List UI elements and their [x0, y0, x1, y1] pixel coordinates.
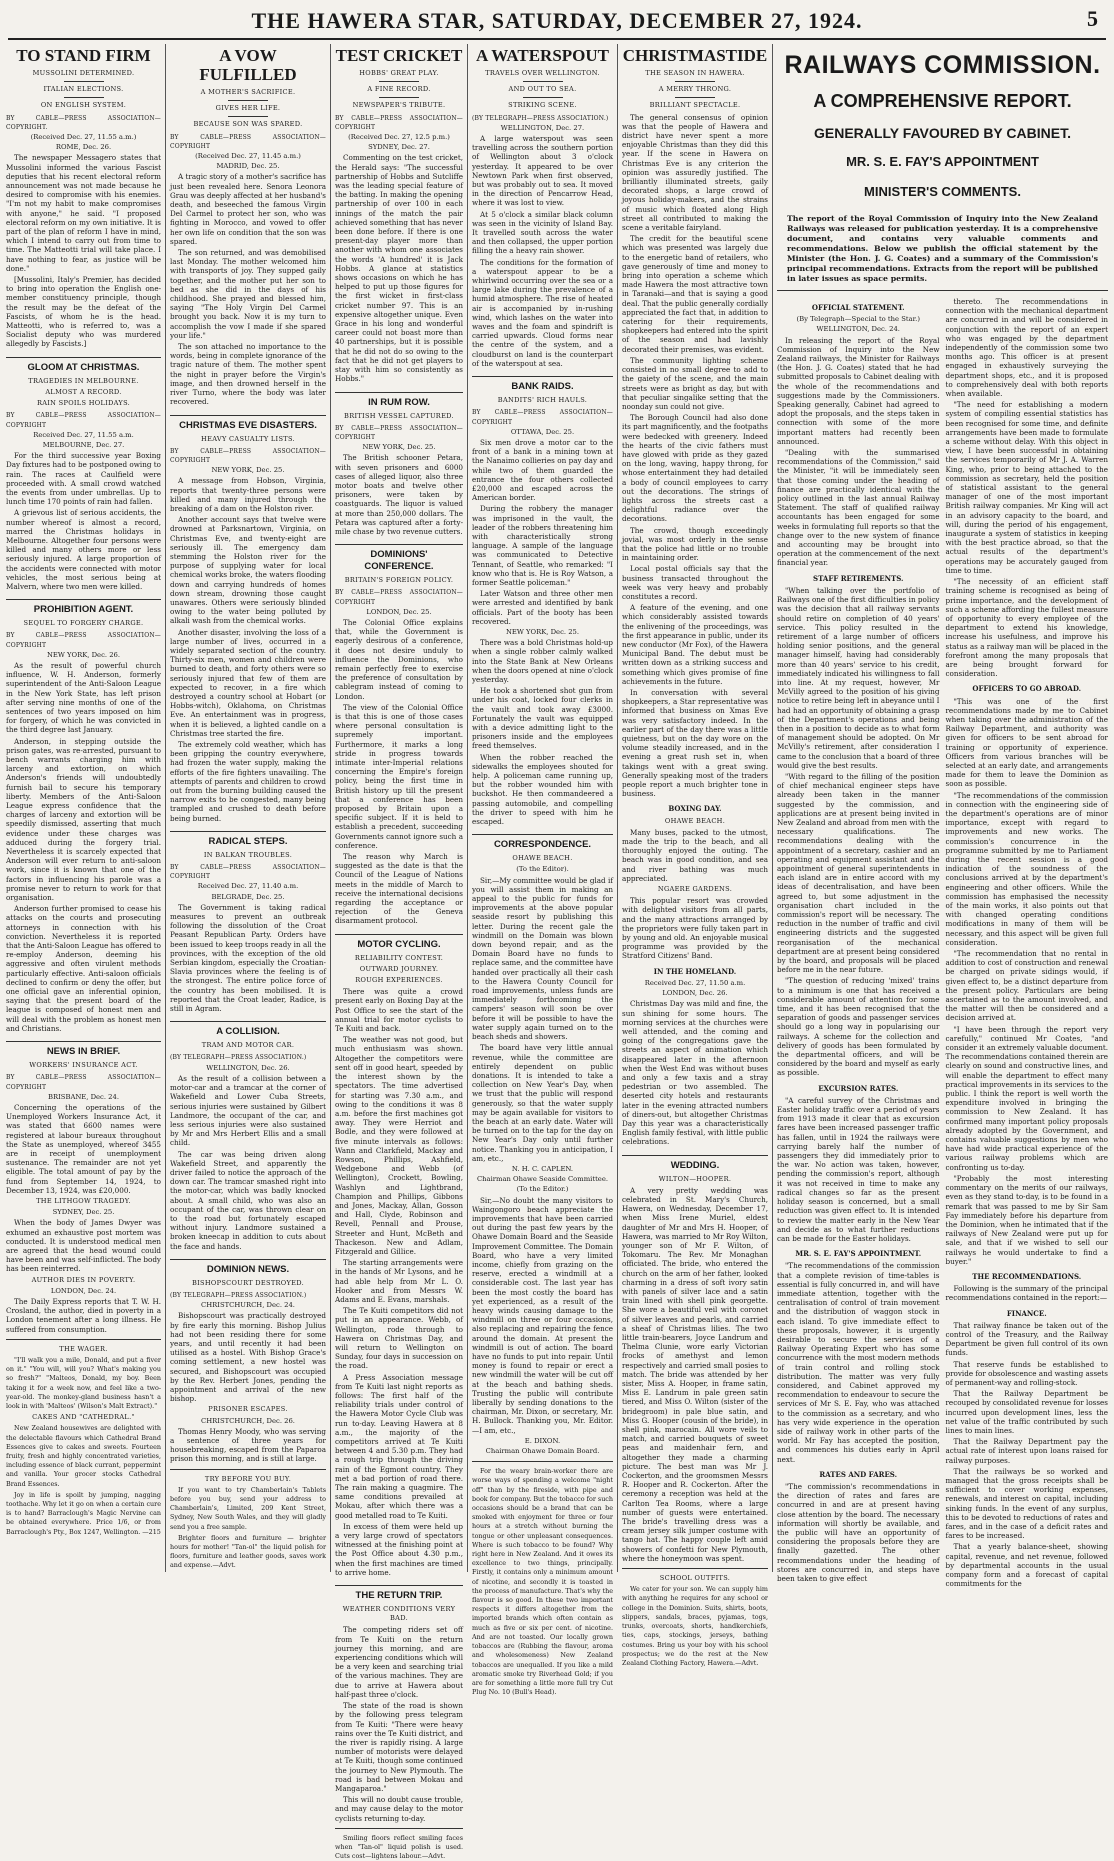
subheading: OUTWARD JOURNEY.	[359, 964, 439, 973]
headline-news-in-brief: NEWS IN BRIEF.	[6, 1041, 161, 1058]
letter-paragraph: Sir,—No doubt the many visitors to Waingongoro beach appreciate the improvements that have been carried out during the past few years by the Ohawe Domain Board and the Seaside Improvement Committee. The Domain Board, who have a very limited income, chiefly from grazing on the reserve, erected a windmill at a considerable cost. The last year has been the most costly the board has yet experienced, as a result of the heavy winds causing damage to the windmill on three or four occasions, also replacing and repairing the fence around the domain. At present the windmill is out of action. The board have no funds to put into repair. Until money is found to repair or erect a new windmill the water will be cut off at the beach and bathing sheds. Trusting the public will contribute liberally by sending donations to the chairman, Mr. Dixon, or secretary, Mr. H. Bullock. Thanking you, Mr. Editor.—I am, etc.,	[472, 1195, 613, 1435]
article-paragraph: Thomas Henry Moody, who was serving a sentence of three years for housebreaking, escaped from the Paparoa prison this morning, and is still at large.	[170, 1426, 326, 1464]
subheading: BRITAIN'S FOREIGN POLICY.	[344, 576, 454, 585]
article-paragraph: As the result of powerful church influence, W. H. Anderson, formerly superintendent of the Anti-Saloon League in the New York State, has left prison after serving nine months of one of the sentences of two years imposed on him for forgery, of which he was convicted in the third degree last January.	[6, 660, 161, 735]
article-paragraph: "The necessity of an efficient staff training scheme is recognised as being of prime importance, and the development of such a scheme affording the fullest measure of opportunity to every employee of the department to extend his knowledge, increase his usefulness, and improve his status as a railway man will be placed in the forefront among the many proposals that are being brought forward for consideration.	[945, 577, 1108, 679]
ad-heading: TRY BEFORE YOU BUY.	[204, 1474, 292, 1483]
article-paragraph: The community lighting scheme consisted in no small degree to add to the gaiety of the scene, and the main streets were as bright as day, but with that peculiar singalike setting that the noonday sun could not give.	[622, 355, 768, 411]
cable-credit: BY CABLE—PRESS ASSOCIATION—COPYRIGHT	[6, 1074, 161, 1091]
cable-credit: BY CABLE—PRESS ASSOCIATION—COPYRIGHT	[6, 632, 161, 649]
article-paragraph: Following is the summary of the principal recommendations contained in the report:—	[945, 1284, 1108, 1303]
article-paragraph: "When talking over the portfolio of Railways one of the first difficulties in policy was the decision that all railway servants should retire on completion of 40 years' service. This policy resulted in the retirement of a large number of officers holding senior positions, and the general manager himself, having had considerably more than 40 years' service to his credit, immediately indicated his willingness to fall into line. At my request, however, Mr McVilly agreed to the position of his giving notice to retire being left in abeyance until I had had an opportunity of obtaining a grasp of the Department's operations and being then in a position to decide as to what form of management should be adopted. On Mr McVilly's retirement, after consideration I came to the conclusion that a board of three would give the best results.	[777, 585, 940, 770]
article-paragraph: A grievous list of serious accidents, the number whereof is almost a record, marred the Christmas holidays in Melbourne. Altogether four persons were killed and many others more or less seriously injured. A large proportion of the accidents were connected with motor vehicles, the most serious being at Malvern, where two men were killed.	[6, 508, 161, 591]
article-paragraph: The weather was not good, but much enthusiasm was shown. Altogether the competitors were sent off in good heart, speeded by the interest shown by the spectators. The time advertised for starting was 7.30 a.m., and owing to the conditions it was 8 a.m. before the first machines got away. They were Herriot and Bodle, and they were followed at five minute intervals as follows: Wann and Clarkfield, Mackay and Rowson, Phillips, Ashfield, Wedgebone and Webb (of Wellington), Crockett, Bowling, Washlyn and Lightbrand, Champion and Phillips, Gibbons and Jones, Mackay, Allan, Gosson and Hall, Clyde, Robinson and Revell, Pennall and Prouse, Streeter and Hunt, McBeth and Thackeson. New and Adlam, Fitzgerald and Gillice.	[335, 1035, 463, 1256]
subheading: AND OUT TO SEA.	[508, 85, 577, 94]
subheading: OHAWE BEACH.	[512, 854, 573, 863]
masthead-title: THE HAWERA STAR, SATURDAY, DECEMBER 27, 1924.	[251, 8, 863, 33]
received-line: Received Dec. 27, 11.40 a.m.	[197, 882, 299, 891]
ad-heading: CAKES AND "CATHEDRAL."	[32, 1413, 135, 1422]
subheading: THE LITHGOW TRAGEDY.	[36, 1196, 131, 1205]
subheading: ON ENGLISH SYSTEM.	[40, 101, 127, 110]
headline-gloom-at-christmas: GLOOM AT CHRISTMAS.	[6, 357, 161, 374]
article-paragraph: There was quite a crowd present early on Boxing Day at the Post Office to see the start of the annual trial for motor cyclists to Te Kuiti and back.	[335, 987, 463, 1034]
dateline: LONDON, Dec. 26.	[662, 989, 728, 998]
body-right	[946, 297, 1109, 1590]
article-paragraph: The Daily Express reports that T. W. H. Crosland, the author, died in poverty in a London tenement after a long illness. He suffered from consumption.	[6, 1296, 161, 1334]
received-line: (Received Dec. 27, 11.45 a.m.)	[195, 152, 301, 161]
subheading: AUTHOR DIES IN POVERTY.	[31, 1275, 136, 1284]
dateline: WELLINGTON, Dec. 27.	[500, 123, 585, 132]
subheading: GIVES HER LIFE.	[215, 104, 281, 113]
subheading: STRIKING SCENE.	[508, 101, 577, 110]
subheadline: MINISTER'S COMMENTS.	[864, 184, 1021, 199]
article-paragraph: In conversation with several shopkeepers, a Star representative was informed that business on Xmas Eve was very satisfactory indeed. In the earlier part of the day there was a little quietness, but on the day wore on the volume steadily increased, and in the evening a great rush set in, when takings went with a great swing. Generally speaking most of the traders people report a much brighter tone in business.	[622, 688, 768, 799]
article-paragraph: "Dealing with the summarised recommendations of the Commission," said the Minister, "it will be immediately seen that those coming under the heading of finance are practically identical with the policy outlined in the last annual Railway Statement. The staff of qualified railway accountants has been engaged for some weeks in formulating full reports so that the change over to the new system of finance and accounting may be brought into operation at the commencement of the next financial year.	[777, 448, 940, 568]
subheading: HEAVY CASUALTY LISTS.	[201, 434, 295, 443]
divider	[379, 97, 419, 98]
article-paragraph: He took a shortened shot gun from under his coat, locked four clerks in the vault and took away £3000. Fortunately the vault was equipped with a device admitting light to the prisoners inside and the employees freed themselves.	[472, 686, 613, 751]
section-heading: OFFICIAL STATEMENT.	[811, 303, 905, 312]
divider	[228, 116, 268, 117]
letter-address: (To the Editor.)	[516, 1185, 569, 1194]
article-paragraph: Many buses, packed to the utmost, made the trip to the beach, and all thoroughly enjoyed the outing. The beach was in good condition, and sea and river bathing was much appreciated.	[622, 827, 768, 883]
subheading: NEWSPAPER'S TRIBUTE.	[352, 101, 446, 110]
advertisement: "I'll walk you a mile, Donald, and put a fiver on it." "You will, will you? What's making you so fresh?" "Malteos, Donald, my boy. Been taking it for a week now, and feel like a two-year-old. The monkey-gland business hasn't a look in with 'Malteos' (Wilson's Malt Extract)."	[6, 1355, 161, 1410]
headline-in-rum-row: IN RUM ROW.	[335, 392, 463, 409]
article-paragraph: The view of the Colonial Office is that this is one of those cases where personal consultation is supremely important. Furthermore, it marks a long stride in progress towards intimate inter-Imperial relations concerning the Empire's foreign policy, being the first time in British history up till the present that a conference has been proposed by Britain upon a specific subject. If it is held to establish a precedent, succeeding Governments cannot ignore such a conference.	[335, 702, 463, 850]
article-paragraph: A feature of the evening, and one which considerably assisted towards the enlivening of the proceedings, was the first appearance in public, under its new conductor (Mr Fox), of the Hawera Municipal Band. The debut must be written down as a striking success and something which gives promise of fine achievements in the future.	[622, 603, 768, 686]
letter-signature-title: Chairman Ohawe Seaside Committee.	[476, 1175, 609, 1184]
subheading: BISHOPSCOURT DESTROYED.	[191, 1278, 305, 1287]
subheading: BRITISH VESSEL CAPTURED.	[344, 411, 454, 420]
letter-address: (To the Editor).	[516, 865, 569, 874]
column-1	[2, 44, 166, 1572]
telegraph-credit: (BY TELEGRAPH—PRESS ASSOCIATION.)	[472, 114, 609, 122]
subheading: SEQUEL TO FORGERY CHARGE.	[23, 619, 144, 628]
column-4	[468, 44, 618, 1697]
article-paragraph: "The recommendations of the commission in connection with the engineering side of the department's operations are of minor importance, except with regard to improvements and new works. The commission's concurrence in the programme submitted by me to Parliament during the recent session is a good indication of the soundness of the conclusions arrived at by the department's engineering and other officers. While the commission has emphasised the necessity of the main works, it also points out that with changed operating conditions modifications in many of them will be necessary, and this aspect will be given full consideration.	[945, 790, 1108, 947]
advertisement: Smiling floors reflect smiling faces when "Tan-ol" liquid polish is used. Cuts cost—lightens labour.—Advt.	[335, 1833, 463, 1861]
letter-signature: E. DIXON.	[524, 1436, 561, 1445]
article-paragraph: Christmas Day was mild and fine, the sun shining for some hours. The morning services at the churches were well attended, and the coming and going of the congregations gave the streets an aspect of animation which disappeared later in the afternoon when the West End was without buses and only a few taxis and a stray pedestrian or two assembled. The deserted city hotels and restaurants later in the evening attracted numbers of diners-out, but altogether Christmas Day this year was a characteristically English family festival, with little public celebrations.	[622, 999, 768, 1147]
article-paragraph: In releasing the report of the Royal Commission of Inquiry into the New Zealand railways, the Minister for Railways (the Hon. J. G. Coates) stated that he had submitted proposals to Cabinet dealing with the whole of the recommendations and suggestions made by the Commissioners. Speaking generally, Cabinet had agreed to adopt the proposals, and the steps taken in connection with some of the more important matters had recently been announced.	[777, 335, 940, 446]
subheading: TRAGEDIES IN MELBOURNE.	[28, 376, 139, 385]
article-paragraph: "A careful survey of the Christmas and Easter holiday traffic over a period of years from 1913 made it clear that as excursion fares have been increased passenger traffic has fallen, until in 1924 the railways were carrying barely half the number of passengers they did immediately prior to the war. No action was taken, however, pending the commission's report, although it was not received in time to make any radical changes so far as the present holiday season is concerned, but a small reduction was given effect to. It is intended to review the matter early in the New Year and decide as to what further reductions can be made for the Easter holidays.	[777, 1095, 940, 1243]
divider	[675, 81, 715, 82]
subheading: HOBBS' GREAT PLAY.	[359, 69, 439, 77]
article-paragraph: "The need for establishing a modern system of compiling essential statistics has been recognised for some time, and definite arrangements have been made to formulate a scheme without delay. With this object in view, I have been successful in obtaining the services temporarily of Mr J. A. Warren King, who, prior to being attached to the commission as secretary, held the position of statistical assistant to the general manager of one of the most important British railway companies. Mr King will act in an advisory capacity to the board, and will, during the period of his engagement, inaugurate a system of statistics in keeping with the best practice abroad, so that the actual results of the department's operations may be accurately gauged from time to time.	[945, 400, 1108, 575]
article-paragraph: At 5 o'clock a similar black column was seen in the vicinity of Island Bay. It travelled south across the water and then collapsed, the upper portion filling the a heavy rain shower.	[472, 209, 613, 256]
section-heading: FINANCE.	[1006, 1308, 1047, 1318]
subheading: TRAVELS OVER WELLINGTON.	[485, 69, 600, 77]
subheadline: GENERALLY FAVOURED BY CABINET.	[814, 125, 1071, 141]
headline-prohibition-agent: PROHIBITION AGENT.	[6, 599, 161, 616]
divider	[472, 1461, 613, 1462]
subheading: WILTON—HOOPER.	[658, 1174, 732, 1183]
article-paragraph: The British schooner Petara, with seven prisoners and 6000 cases of alleged liquor, also three motor boats and twelve other prisoners, were taken by coastguards. The liquor is valued at more than 250,000 dollars. The Petara was captured after a forty-mile chase by two revenue cutters.	[335, 453, 463, 536]
cable-credit: BY CABLE—PRESS ASSOCIATION—COPYRIGHT	[335, 424, 463, 441]
article-paragraph: "The commission's recommendations in the direction of rates and fares are concurred in and are at present having close attention by the board. The necessary information will shortly be available, and the public will have an opportunity of considering the proposals before they are finally gazetted. The other recommendations under the heading of stores are concurred in, and steps have been taken to give effect	[777, 1481, 940, 1584]
headline-radical-steps: RADICAL STEPS.	[170, 831, 326, 848]
section-in-the-homeland: IN THE HOMELAND.	[653, 966, 737, 976]
article-paragraph: Bishopscourt was practically destroyed by fire early this morning. Bishop Julius had not been residing there for some years, and until recently it had been utilised as a hostel. With Bishop Grace's coming settlement, a new hostel was secured, and Bishopscourt was occupied by the Rev. Herbert Jones, pending the appointment and arrival of the new bishop.	[170, 1311, 326, 1404]
dateline: MADRID, Dec. 25.	[216, 162, 280, 171]
dateline: NEW YORK, Dec. 25.	[362, 443, 436, 452]
subheading: WORKERS' INSURANCE ACT.	[29, 1061, 138, 1070]
advertisement: For the weary brain-worker there are worse ways of spending a welcome "night off" than by the fireside, with pipe and book for company. But the tobacco for such occasions should be a brand that can be smoked with enjoyment for three or four hours at a stretch without burning the tongue or other unpleasant consequences. Where is such tobacco to be found? Why right here in New Zealand. And it owes its excellence to two things, principally. Firstly, it contains only a minimum amount of nicotine, and secondly it is toasted in the process of manufacture. That's why the flavour is so good. In these two important respects it differs altogether from the imported brands which often contain as much as five or six per cent. of nicotine. And are not toasted. Our locally grown tobaccos are (Rubbing the flavour, aroma and wholesomeness) New Zealand tobaccos are unequalled. If you like a mild aromatic smoke try Riverhead Gold; if you are for something a little more full try Cut Plug No. 10 (Bull's Head).	[472, 1467, 613, 1697]
cable-credit: BY CABLE—PRESS ASSOCIATION—COPYRIGHT	[6, 412, 161, 429]
subheading: BANDITS' RICH HAULS.	[497, 396, 588, 405]
article-paragraph: The starting arrangements were in the hands of Mr Lysons, and he had able help from Mr L. O. Hooker and from Messrs W. Adams and E. Evans, marshals.	[335, 1258, 463, 1304]
article-paragraph: This will no doubt cause trouble, and may cause delay to the motor cyclists returning to-day.	[335, 1795, 463, 1823]
dateline: ROME, Dec. 26.	[55, 143, 112, 152]
article-paragraph: Anderson, in stepping outside the prison gates, was re-arrested, pursuant to bench warrants charging him with larceny and extortion, on which Anderson's friends will undoubtedly furnish bail to secure his temporary liberty. Members of the Anti-Saloon League express confidence that the charges of larceny and extortion will be speedily dismissed, asserting that much evidence under these charges was adduced during the forgery trial. Nevertheless it is scarcely expected that Anderson will ever return to anti-saloon work, since it is known that one of the factors in influencing his parole was a promise never to return to work for that organisation.	[6, 736, 161, 903]
section-heading: RATES AND FARES.	[819, 1469, 898, 1479]
article-paragraph: That railway finance be taken out of the control of the Treasury, and the Railway Department be given full control of its own funds.	[945, 1320, 1108, 1358]
column-6-railways-commission	[773, 44, 1112, 1589]
article-paragraph: A message from Hobson, Virginia, reports that twenty-three persons were killed and many injured through the breaking of a dam on the Holston river.	[170, 476, 326, 513]
advertisement: Joy in life is spoilt by jumping, nagging toothache. Why let it go on when a certain cure is to hand? Barraclough's Magic Nervine can be obtained everywhere. Price 1/6, or from Barraclough's Pty., Box 1247, Wellington. —215	[6, 1490, 161, 1536]
telegraph-credit: (BY TELEGRAPH—PRESS ASSOCIATION.)	[170, 1054, 307, 1062]
advertisement: If you want to try Chamberlain's Tablets before you buy, send your address to Chamberlain's, Limited, 209 Kent Street, Sydney, New South Wales, and they will gladly send you a free sample.	[170, 1485, 326, 1531]
subheading: THE SEASON IN HAWERA.	[645, 69, 745, 77]
article-paragraph: [Mussolini, Italy's Premier, has decided to bring into operation the English one-member constituency principle, though the result may be the defeat of the Fascists, of whom he is the head. Matteotti, who is referred to, was a Socialist deputy who was murdered allegedly by Fascists.]	[6, 275, 161, 349]
article-paragraph: The Te Kuiti competitors did not put in an appearance. Webb, of Wellington, rode through to Hawera on Christmas Day, and will return to Wellington on Sunday, four days in succession on the road.	[335, 1306, 463, 1371]
article-paragraph: That the railways be so worked and managed that the gross receipts shall be sufficient to cover working expenses, renewals, and interest on capital, including sinking funds. In the event of any surplus, this to be devoted to reductions of rates and fares, and in the case of a deficit rates and fares to be increased.	[945, 1466, 1108, 1541]
subheading: BRILLIANT SPECTACLE.	[649, 101, 741, 110]
headline-dominion-news: DOMINION NEWS.	[170, 1259, 326, 1276]
divider	[622, 1568, 768, 1569]
cable-credit: BY CABLE—PRESS ASSOCIATION—COPYRIGHT	[335, 589, 463, 606]
cable-credit: BY CABLE—PRESS ASSOCIATION—COPYRIGHT	[335, 114, 463, 131]
divider	[64, 81, 104, 82]
subheading: RAIN SPOILS HOLIDAYS.	[36, 399, 131, 408]
dateline: NEW YORK, Dec. 26.	[46, 650, 121, 659]
subheading: WEATHER CONDITIONS VERY BAD.	[342, 1605, 456, 1623]
subheading: TRAM AND MOTOR CAR.	[201, 1041, 295, 1050]
subheading: A MOTHER'S SACRIFICE.	[200, 88, 296, 96]
article-paragraph: "I have been through the report very carefully," continued Mr Coates, "and consider it an extremely valuable document. The recommendations contained therein are clearly on sound and constructive lines, and will enable the department to effect many practical improvements in its services to the public. I think the report is well worth the expenditure involved in bringing the commission to New Zealand. It has confirmed many important policy proposals already adopted by the Government, and contains valuable suggestions by men who have had wide practical experience of the various railway problems which are confronting us to-day.	[945, 1024, 1108, 1172]
dateline: CHRISTCHURCH, Dec. 24.	[201, 1301, 295, 1310]
subheading: ITALIAN ELECTIONS.	[43, 85, 124, 94]
divider	[6, 1339, 161, 1340]
subheadline: A COMPREHENSIVE REPORT.	[813, 91, 1072, 111]
headline-a-vow-fulfilled: A VOW FULFILLED	[199, 46, 297, 84]
headline-a-waterspout: A WATERSPOUT	[475, 46, 610, 65]
dateline: WELLINGTON, Dec. 26.	[206, 1063, 290, 1072]
dateline: BRISBANE, Dec. 24.	[48, 1092, 119, 1101]
telegraph-credit: (By Telegraph—Special to the Star.)	[796, 315, 920, 324]
dateline: NEW YORK, Dec. 25.	[505, 627, 580, 636]
article-paragraph: "This was one of the first recommendations made by me to Cabinet when taking over the administration of the Railway Department, and authority was given for officers to be sent abroad for training or opportunity of experience. Officers from various branches will be selected at an early date, and arrangements made for them to leave the Dominion as soon as possible.	[945, 696, 1108, 789]
cable-credit: BY CABLE—PRESS ASSOCIATION—COPYRIGHT.	[6, 114, 161, 131]
article-paragraph: "With regard to the filling of the position of chief mechanical engineer steps have already been taken in the manner suggested by the commission, and applications are at present being invited in New Zealand and abroad from men with the necessary qualifications. The recommendations dealing with the appointment of a secretary, cashier and an operating and equipment assistant and the appointment of general superintendents in each island are in entire accord with my ideas of decentralisation, and have been agreed to, but some adjustment in the organisation chart included in the commission's report will be necessary. The reduction in the number of traffic and civil engineering districts and the suggested reorganisation of the mechanical department are at present being considered by the board, and proposals will be placed before me in the near future.	[777, 771, 940, 975]
article-paragraph: The Borough Council had also done its part magnificently, and the footpaths were bedecked with greenery. Indeed the hearts of the civic fathers must have glowed with pride as they gazed on the long, waving, happy throng, for whose entertainment they had detailed a body of council employees to carry out the decorations. The strings of lights across the streets cast a delightful radiance over the decorations.	[622, 413, 768, 524]
headline-wedding: WEDDING.	[622, 1155, 768, 1172]
article-paragraph: When the body of James Dwyer was exhumed an exhaustive post mortem was conducted. It is understood medical men are agreed that the head wound could have been and was self-inflicted. The body has been reinterred.	[6, 1218, 161, 1274]
section-heading: MR. S. E. FAY'S APPOINTMENT.	[795, 1249, 922, 1259]
divider	[523, 97, 563, 98]
cable-credit: BY CABLE—PRESS ASSOCIATION—COPYRIGHT	[170, 133, 326, 150]
article-paragraph: A tragic story of a mother's sacrifice has just been revealed here. Senora Leonora Grau was deeply affected at her husband's death, and beseeched the famous Virgin Del Carmel to protect her son, who was fighting in Morocco, and vowed to offer her own life on condition that the son was spared.	[170, 172, 326, 246]
body-left	[777, 297, 940, 1590]
divider	[170, 1469, 326, 1470]
telegraph-credit: (BY TELEGRAPH—PRESS ASSOCIATION.)	[170, 1291, 307, 1299]
dateline: SYDNEY, Dec. 25.	[52, 1208, 115, 1217]
article-paragraph: A large waterspout was seen travelling across the southern portion of Wellington about 3 o'clock yesterday. It appeared to be over Newtown Park when first observed, but was probably out to sea. It moved in the direction of Pencarrow Head, where it was lost to view.	[472, 134, 613, 208]
article-paragraph: The credit for the beautiful scene which was presented was largely due to the energetic band of retailers, who gave generously of time and money to bring into operation a scheme which made Hawera the most attractive town in Taranaki—and that is saying a good deal. That the public generally cordially appreciated the fact that, in addition to catering for their requirements, shopkeepers had entered into the spirit of the season and had lavishly decorated their premises, was evident.	[622, 234, 768, 354]
two-column-body	[777, 297, 1108, 1590]
article-paragraph: In excess of them were held up a very large crowd of spectators witnessed at the finishing point at the Post Office about 4.30 p.m., when the first machines are timed to arrive home.	[335, 1521, 463, 1577]
article-paragraph: The competing riders set off from Te Kuiti on the return journey this morning, and are experiencing conditions which will be a very keen and searching trial of the various machines. They are due to arrive at Hawera about half-past three o'clock.	[335, 1625, 463, 1699]
article-paragraph: Another account says that twelve were drowned at Parksnartown, Virginia, on Christmas Eve, and twenty-eight are seriously ill. The emergency dam stemming the Holston river for the purpose of supplying water for local chemical works broke, the waters flooding down and carrying hundreds of homes down stream, drowning those caught unawares. Others were seriously blinded owing to the water being polluted by alkali wash from the chemical works.	[170, 515, 326, 626]
article-paragraph: The son returned, and was demobilised last Monday. The mother welcomed him with transports of joy. They supped gaily together, and the mother put her son to bed as she did in the days of his childhood. She prayed and blessed him, saying "The Holy Virgin Del Carmel brought you back. Now it is my turn to accomplish the vow I made if she spared your life."	[170, 248, 326, 340]
received-line: (Received Dec. 27, 11.55 a.m.)	[30, 133, 137, 142]
received-line: Received Dec. 27, 11.55 a.m.	[33, 430, 134, 439]
advertisement: We cater for your son. We can supply him with anything he requires for any school or college in the Dominion. Suits, shirts, boots, slippers, sandals, braces, pyjamas, togs, trunks, overcoats, shorts, handkerchiefs, ties, caps, stockings, jerseys, bathing costumes. Bring us your boy with his school prospectus; we do the rest at the New Zealand Clothing Factory, Hawera.—Advt.	[622, 1585, 768, 1667]
column-3	[331, 44, 468, 1861]
masthead	[8, 4, 1106, 40]
article-paragraph: The state of the road is shown by the following press telegram from Te Kuiti: "There were heavy rains over the Te Kuiti district, and the river is rapidly rising. A large number of motorists were delayed at Te Kuiti, though some continued the journey to New Plymouth. The road is bad between Mokau and Mangaparoa."	[335, 1701, 463, 1793]
article-paragraph: The Colonial Office explains that, while the Government is eagerly desirous of a conference, it does not desire unduly to influence the Dominions, who remain perfectly free to exercise the preference of consultation by cablegram instead of coming to London.	[335, 617, 463, 701]
dateline: SYDNEY, Dec. 27.	[368, 143, 430, 152]
dateline: CHRISTCHURCH, Dec. 26.	[201, 1416, 295, 1425]
article-paragraph: There was a bold Christmas hold-up when a single robber calmly walked into the State Bank at New Orleans when the doors opened at nine o'clock yesterday.	[472, 638, 613, 684]
article-paragraph: During the robbery the manager was imprisoned in the vault, the leader of the robbers threatening him with characteristically strong language. A sample of the language was communicated to Detective Tennant, of Seattle, who remarked: "I know who that is. He is Roy Watson, a former Seattle policeman."	[472, 504, 613, 587]
article-paragraph: Concerning the operations of the Unemployed Workers Insurance Act, it was stated that 6600 names were registered at labour bureaux throughout the State as unemployed, whereof 3455 are in receipt of unemployment sustenance. The remainder are not yet eligible. The total amount of pay by the fund from September 14, 1924, to December 13, 1924, was £20,000.	[6, 1102, 161, 1195]
letter-signature: N. H. C. CAPLEN.	[511, 1164, 574, 1173]
intro-paragraph: The report of the Royal Commission of Inquiry into the New Zealand Railways was released for publication yesterday. It is a comprehensive document, and contains very valuable comments and recommendations. Below we publish the official statement by the Minister (the Hon. J. G. Coates) and a summary of the Commission's principal recommendations. Extracts from the report will be published in later issues as space permits.	[777, 214, 1108, 291]
article-paragraph: That the Railway Department pay the actual rate of interest upon loans raised for railway purposes.	[945, 1437, 1108, 1465]
divider	[64, 97, 104, 98]
article-paragraph: "Probably the most interesting commentary on the merits of our railways, even as they stand to-day, is to be found in a remark that was passed to me by Sir Sam Fay immediately before his departure from the Dominion, when he intimated that if the railways of New Zealand were put up for sale, and that if we wished to sell our railways he would undertake to find a buyer."	[945, 1173, 1108, 1266]
subheading: ALMOST A RECORD.	[45, 387, 122, 396]
headline-correspondence: CORRESPONDENCE.	[472, 834, 613, 851]
subheading: OHAWE BEACH.	[664, 816, 726, 825]
advertisement: New Zealand housewives are delighted with the delectable flavours which Cathedral Brand Essences give to cakes and sweets. Fourteen fruity, fresh and highly concentrated varieties, including essence of black currant, peppermint and vanilla. Your grocer stocks Cathedral Brand Essences.	[6, 1424, 161, 1488]
subheading: RELIABILITY CONTEST.	[354, 953, 444, 962]
headline-a-collision: A COLLISION.	[170, 1021, 326, 1038]
cable-credit: BY CABLE—PRESS ASSOCIATION—COPYRIGHT	[170, 864, 326, 881]
subheading: IN BALKAN TROUBLES.	[203, 850, 293, 859]
article-paragraph: Local postal officials say that the business transacted throughout the week was very heavy and probably constitutes a record.	[622, 564, 768, 601]
divider	[228, 100, 268, 101]
headline-the-return-trip: THE RETURN TRIP.	[335, 1585, 463, 1602]
article-paragraph: When the robber reached the sidewalks the employees shouted for help. A policeman came running up, but the robber wounded him with buckshot. He then commandeered a passing automobile, and compelling the driver to speed with him he escaped.	[472, 752, 613, 827]
headline-bank-raids: BANK RAIDS.	[472, 376, 613, 393]
divider	[523, 81, 563, 82]
dateline: NEW YORK, Dec. 25.	[211, 466, 285, 475]
subheading: A FINE RECORD.	[367, 85, 431, 94]
section-heading: EXCURSION RATES.	[818, 1083, 899, 1093]
headline-christmas-eve-disasters: CHRISTMAS EVE DISASTERS.	[170, 415, 326, 432]
article-paragraph: The extremely cold weather, which has been gripping the country everywhere, had frozen the water supply, making the efforts of the fire fighters unavailing. The attempts of parents and children to crowd out from the burning building caused the narrow exits to be congested, many being trampled and crushed to death before being burned.	[170, 740, 326, 823]
article-paragraph: Later Watson and three other men were arrested and identified by bank officials. Part of the booty has been recovered.	[472, 589, 613, 626]
headline-dominions-conference: DOMINIONS' CONFERENCE.	[335, 544, 463, 573]
dateline: LONDON, Dec. 25.	[366, 607, 432, 616]
article-paragraph: Another disaster, involving the loss of a large number of lives, occurred in a widely separated section of the country. Thirty-six men, women and children were burned to death, and forty others were so seriously injured that few of them are expected to recover, in a fire which destroyed a country school at Hobart (or Hobbs-witch), Oklahoma, on Christmas Eve. An entertainment was in progress, when it is believed, a lighted candle on a Christmas tree started the fire.	[170, 627, 326, 738]
section-heading: OFFICERS TO GO ABROAD.	[972, 684, 1082, 694]
article-paragraph: This popular resort was crowded with delighted visitors from all parts, and the many attractions arranged by the proprietors were fully taken part in by young and old. An enjoyable musical programme was provided by the Stratford Citizens' Band.	[622, 896, 768, 961]
section-boxing-day: BOXING DAY.	[668, 804, 722, 814]
subheading: BECAUSE SON WAS SPARED.	[193, 120, 303, 129]
ad-heading: THE WAGER.	[59, 1344, 108, 1353]
article-paragraph: The reason why March is suggested as the date is that the Council of the League of Nations meets in the middle of March to receive the international decisions regarding the acceptance or rejection of the Geneva disarmament protocol.	[335, 852, 463, 926]
article-paragraph: That reserve funds be established to provide for obsolescence and wasting assets of permanent-way and rolling-stock.	[945, 1359, 1108, 1387]
article-paragraph: The newspaper Messagero states that Mussolini informed the various Fascist deputies that his recent electoral reform announcement was not made because he desired to compromise with his enemies. "I'm not my habit to make compromises with anyone," he said. "I proposed electoral reform on my own initiative. It is part of the plan of reform I have in mind, which I intend to carry out from time to time. The Matteotti trial will take place. I have nothing to fear, as justice will be done."	[6, 153, 161, 273]
divider	[335, 1828, 463, 1829]
article-paragraph: "The question of reducing 'mixed' trains to a minimum is one that has received a considerable amount of attention for some time, and it has been recognised that the separation of goods and passenger services should go a long way in popularising our railways. A scheme for the collection and delivery of goods has been formulated by the departmental officers, and will be considered by the board and myself as early as possible.	[777, 976, 940, 1078]
article-paragraph: The son attached no importance to the words, being in complete ignorance of the tragic nature of them. The mother spent the night in prayer before the Virgin's image, and then drowned herself in the river Turno, where the body was later recovered.	[170, 342, 326, 407]
letter-paragraph: Sir,—My committee would be glad if you will assist them in making an appeal to the public for funds for improvements at the above popular seaside resort by publishing this letter. During the recent gale the windmill on the Domain was blown down beyond repair, and as the Domain Board have no funds to replace same, and the committee have handed over practically all their cash to the Hawera County Council for road improvements, unless funds are immediately forthcoming the campers' season will soon be over before it will be possible to have the water supply again turned on to the beach sheds and showers.	[472, 875, 613, 1042]
article-paragraph: The car was being driven along Wakefield Street, and apparently the driver failed to notice the approach of the down car. The tramcar smashed right into the motor-car, which was badly knocked about. A small child, who was also an occupant of the car, was thrown clear on to the road but fortunately escaped without injury. Landmore sustained a broken kneecap in addition to cuts about the face and hands.	[170, 1149, 326, 1251]
advertisement: Brighter floors and furniture — brighter hours for mother! "Tan-ol" the liquid polish for floors, furniture and leather goods, saves work and expense.—Advt.	[170, 1533, 326, 1570]
dateline: BELGRADE, Dec. 25.	[211, 892, 285, 901]
cable-credit: BY CABLE—PRESS ASSOCIATION—COPYRIGHT	[472, 409, 613, 426]
subheadline: MR. S. E. FAY'S APPOINTMENT	[846, 154, 1039, 169]
article-paragraph: As the result of a collision between a motor-car and a tramcar at the corner of Wakefield and Lower Cuba Streets, serious injuries were sustained by Gilbert Landmore, the occupant of the car, and less serious injuries were also sustained by Mr and Mrs Herbert Ellis and a small child.	[170, 1073, 326, 1148]
divider	[379, 81, 419, 82]
dateline: WELLINGTON, Dec. 24.	[816, 325, 900, 334]
article-paragraph: That a yearly balance-sheet, showing capital, revenue, and net revenue, followed by departmental accounts in the usual company form and a forecast of capital commitments for the	[945, 1542, 1108, 1589]
article-paragraph: A Press Association message from Te Kuiti last night reports as follows: The first half of the reliability trials under control of the Hawera Motor Cycle Club was run to-day. Leaving Hawera at 8 a.m., the majority of the competitors arrived at Te Kuiti between 4 and 5.30 p.m. They had a rough trip through the driving rain of the Egmont country. They met a bad portion of road there. The rain making a quagmire. The same conditions prevailed at Mokau, after which there was a good metalled road to Te Kuiti.	[335, 1372, 463, 1520]
ad-heading: SCHOOL OUTFITS.	[659, 1574, 731, 1583]
article-paragraph: Commenting on the test cricket, the Herald says: "The successful partnership of Hobbs and Sutcliffe was the leading special feature of the batting. In making the opening partnership of over 100 in each innings of the match the pair achieved something that has never been done before. If there is one present-day player more than another with whom one associates the words 'A hundred' it is Jack Hobbs. A glance at statistics shows occasions on which he has helped to put up those figures for the first wicket in first-class cricket number 97. This is an expensive altogether unique. Even Grace in his long and wonderful career could not boast more than 40 partnerships, but it is possible that he did not do so owing to the fact that he did not get players to stay with him so consistently as Hobbs."	[335, 153, 463, 384]
article-paragraph: The Government is taking radical measures to prevent an outbreak following the dissolution of the Croat Peasant Republican Party. Orders have been issued to keep troops ready in all the provinces, with the exception of the old Serbian kingdom, especially the Croatian-Slavia provinces where the feeling is of the strongest. The entire police force of the country has been mobilised. It is reported that the Croat leader, Radice, is still in Agram.	[170, 902, 326, 1014]
article-paragraph: That the Railway Department be recouped by consolidated revenue for losses incurred upon development lines, less the net value of the traffic contributed by such lines to main lines.	[945, 1389, 1108, 1435]
column-5	[618, 44, 773, 1667]
headline-to-stand-firm: TO STAND FIRM	[16, 46, 151, 65]
dateline: MELBOURNE, Dec. 27.	[42, 440, 125, 449]
page-number: 5	[1087, 6, 1098, 31]
subheading: ROUGH EXPERIENCES.	[355, 976, 443, 985]
section-heading: STAFF RETIREMENTS.	[813, 573, 904, 583]
received-line: (Received Dec. 27, 12.5 p.m.)	[348, 133, 450, 142]
received-line: Received Dec. 27, 11.50 a.m.	[644, 978, 746, 987]
section-heading: THE RECOMMENDATIONS.	[972, 1271, 1082, 1281]
dateline: LONDON, Dec. 24.	[50, 1286, 117, 1295]
subheading: MUSSOLINI DETERMINED.	[32, 69, 135, 77]
article-paragraph: "The recommendations of the commission that a complete revision of time-tables is essential is fully concurred in, and will have immediate attention, together with the centralisation of control of train movement and the distribution of waggon stock in each island. To give immediate effect to these proposals, however, it is urgently desirable to secure the services of a Railway Operating Expert who has some concurrence with the most modern methods of train control and rolling stock distribution. The matter was very fully considered, and Cabinet approved my recommendation to endeavour to secure the services of Mr S. E. Fay, who was attached to the commission as a secretary, and who has very wide experience in the operation side of railway work in other parts of the world. Mr Fay has accepted the position, and commences his duties early in April next.	[777, 1261, 940, 1464]
divider	[675, 97, 715, 98]
letter-signature-title: Chairman Ohawe Domain Board.	[485, 1447, 600, 1456]
article-paragraph: thereto. The recommendations in connection with the mechanical department are concurred in and will be considered in conjunction with the report of an expert who was engaged by the department independently of the commission some two months ago. This officer is at present engaged in exhaustively surveying the department shops, etc., and it is proposed to comprehensively deal with both reports when available.	[945, 297, 1108, 399]
headline-test-cricket: TEST CRICKET	[335, 46, 463, 65]
article-paragraph: Anderson further promised to cease his attacks on the courts and prosecuting attorneys in connection with his conviction. Nevertheless it is reported that the Anti-Saloon League has offered to re-employ Anderson, deeming his aggressive and often virulent methods particularly effective. Anti-saloon officials declined to confirm or deny the offer, but one official gave an inferential opinion, saying that the present board of the league is composed of honest men and will deal with the problem as honest men and Christians.	[6, 904, 161, 1033]
column-2	[166, 44, 331, 1572]
article-paragraph: The crowd, though exceedingly jovial, was most orderly in the sense that the police had little or no trouble in maintaining order.	[622, 525, 768, 563]
article-paragraph: The general consensus of opinion was that the people of Hawera and district have never spent a more enjoyable Christmas than they did this year. If the scene in Hawera on Christmas Eve is any criterion the opinion was assuredly justified. The brilliantly illuminated streets, gaily decorated shops, a large crowd of joyous holiday-makers, and the strains of music which floated along High street all contributed to making the scene a veritable fairyland.	[622, 112, 768, 233]
article-paragraph: Six men drove a motor car to the front of a bank in a mining town at the Nanaimo collieries on pay day and while two of them guarded the entrance the four others collected £20,000 and escaped across the American border.	[472, 437, 613, 503]
article-paragraph: A very pretty wedding was celebrated in St. Mary's Church, Hawera, on Wednesday, December 17, when Miss Irene Muriel, eldest daughter of Mr and Mrs H. Hooper, of Hawera, was married to Mr Roy Wilton, younger son of Mr F. Wilton, of Tokomaru. The Rev. Mr Monaghan officiated. The bride, who entered the church on the arm of her father, looked charming in a dress of soft ivory satin with panels of silver lace and a satin train lined with shell pink georgette. She wore a beautiful veil with coronet of silver leaves and pearls, and carried a sheaf of Christmas lilies. The two little train-bearers, Joyce Landrum and Thelma Clunie, wore early Victorian frocks of amethyst and lemon respectively and carried small posies to match. The bride was attended by her sister, Miss A. Hooper, in frame satin, Miss E. Landrum in pale green satin tiered, and Miss O. Wilton (sister of the bridegroom) in pale blue satin, and Miss G. Hooper (cousin of the bride), in shell pink, marocain. All wore veils to match, and carried bouquets of sweet peas and maidenhair fern, and altogether they made a charming picture. The best man was Mr J. Cockerton, and the groomsmen Messrs R. Hooper and R. Cockerton. After the ceremony a reception was held at the Carlton Tea Rooms, where a large number of guests were entertained. The bride's travelling dress was a cream jersey silk jumper costume with tango hat. The happy couple left amid showers of confetti for New Plymouth, where the honeymoon was spent.	[622, 1185, 768, 1563]
letter-paragraph: The board have very little annual revenue, while the committee are entirely dependent on public donations. It is intended to take a collection on New Year's Day, when we trust that the public will respond generously, so that the water supply may be again available for visitors to the beach at an early date. Water will be turned on to the tap for the day on New Year's Day only until further notice. Thanking you in anticipation, I am, etc.,	[472, 1043, 613, 1163]
dateline: OTTAWA, Dec. 25.	[510, 427, 575, 436]
headline-motor-cycling: MOTOR CYCLING.	[335, 934, 463, 951]
subheading: A MERRY THRONG.	[658, 85, 732, 94]
subheading: PRISONER ESCAPES.	[208, 1405, 288, 1414]
cable-credit: BY CABLE—PRESS ASSOCIATION—COPYRIGHT	[170, 447, 326, 464]
article-paragraph: "The recommendation that no rental in addition to cost of construction and renewal be charged on private sidings would, if given effect to, be a distinct departure from the present policy. Particulars are being ascertained as to the amount involved, and the matter will then be considered and a decision arrived at.	[945, 949, 1108, 1023]
headline-railways-commission: RAILWAYS COMMISSION.	[784, 51, 1101, 79]
subheading: NGAERE GARDENS.	[657, 885, 733, 894]
article-paragraph: The conditions for the formation of a waterspout appear to be a whirlwind occurring over the sea or a large lake during the prevalence of a humid atmosphere. The rise of heated air is accompanied by in-rushing wind, which lashes on the water into waves and the foam and spindrift is carried upwards. Cloud forms near the centre of the system, and a cloudburst on land is the counterpart of the waterspout at sea.	[472, 257, 613, 368]
headline-christmastide: CHRISTMASTIDE	[622, 46, 768, 65]
article-paragraph: For the third successive year Boxing Day fixtures had to be postponed owing to rain. The races at Caulfield were proceeded with. A small crowd watched the events from under umbrellas. Up to lunch time 170 points of rain had fallen.	[6, 451, 161, 507]
